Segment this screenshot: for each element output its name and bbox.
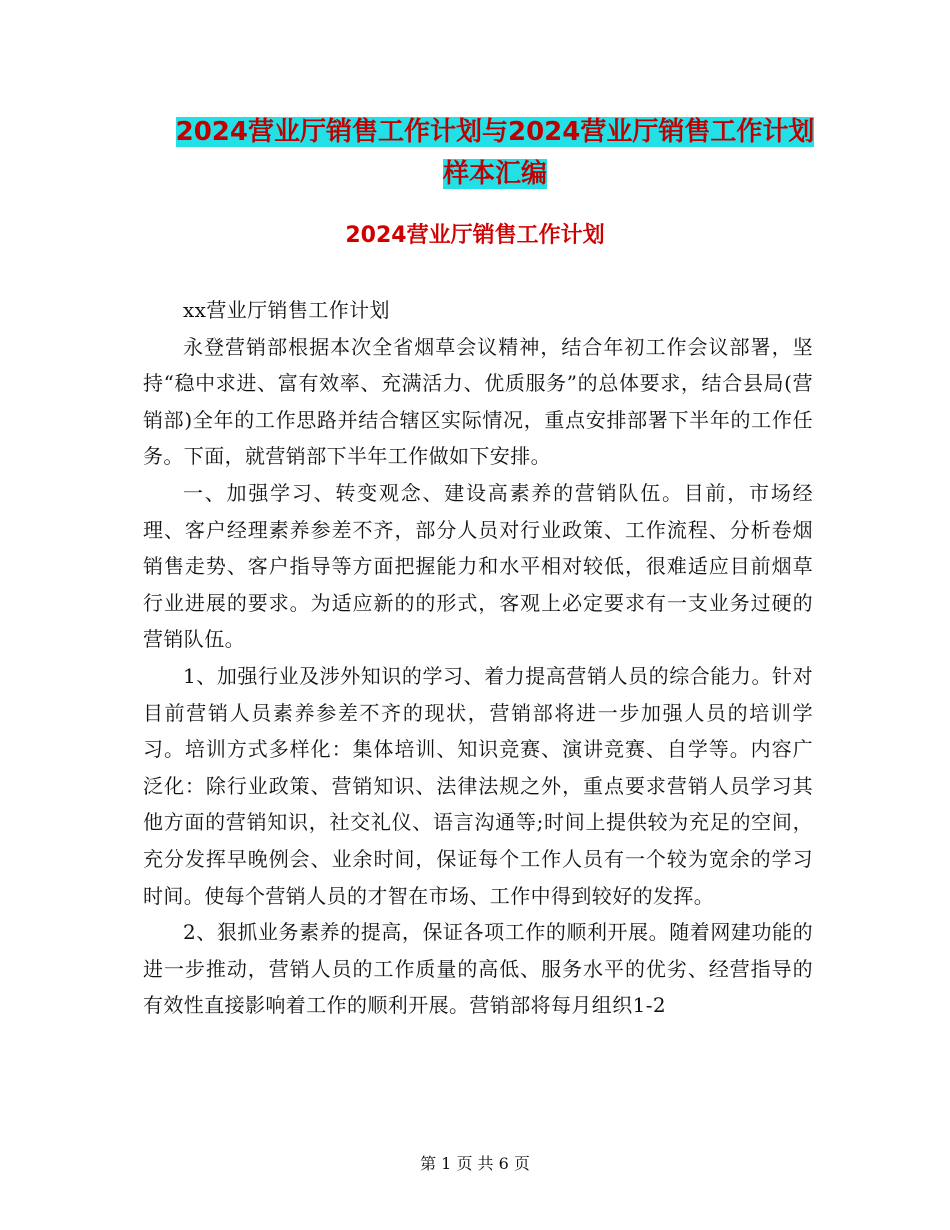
paragraph: 2、狠抓业务素养的提高，保证各项工作的顺利开展。随着网建功能的进一步推动，营销人员的工作质量的高低、服务水平的优劣、经营指导的有效性直接影响着工作的顺利开展。营销部将每月组织1-2: [143, 920, 813, 1018]
section-title: 2024营业厅销售工作计划: [345, 223, 605, 248]
title-highlight-1: 2024营业厅销售工作计划与2024营业厅销售工作计划: [175, 117, 815, 147]
document-title-line-1: [100, 110, 890, 155]
paragraph: 1、加强行业及涉外知识的学习、着力提高营销人员的综合能力。针对目前营销人员素养参差不齐的现状，营销部将进一步加强人员的培训学习。培训方式多样化：集体培训、知识竞赛、演讲竞赛、自学等。内容广泛化：除行业政策、营销知识、法律法规之外，重点要求营销人员学习其他方面的营销知识，社交礼仪、语言沟通等;时间上提供较为充足的空间，充分发挥早晚例会、业余时间，保证每个工作人员有一个较为宽余的学习时间。使每个营销人员的才智在市场、工作中得到较好的发挥。: [143, 663, 813, 908]
paragraph: 永登营销部根据本次全省烟草会议精神，结合年初工作会议部署，坚持“稳中求进、富有效率、充满活力、优质服务”的总体要求，结合县局(营销部)全年的工作思路并结合辖区实际情况，重点安排部署下半年的工作任务。下面，就营销部下半年工作做如下安排。: [143, 334, 813, 469]
paragraph-heading: xx营业厅销售工作计划: [183, 298, 390, 322]
title-highlight-2: 样本汇编: [442, 159, 547, 189]
document-title-line-2: [100, 152, 890, 197]
document-body: [143, 292, 813, 1024]
paragraph: 一、加强学习、转变观念、建设高素养的营销队伍。目前，市场经理、客户经理素养参差不齐，部分人员对行业政策、工作流程、分析卷烟销售走势、客户指导等方面把握能力和水平相对较低，很难适应目前烟草行业进展的要求。为适应新的的形式，客观上必定要求有一支业务过硬的营销队伍。: [143, 480, 813, 652]
page-number-footer: 第 1 页 共 6 页: [420, 1154, 530, 1173]
